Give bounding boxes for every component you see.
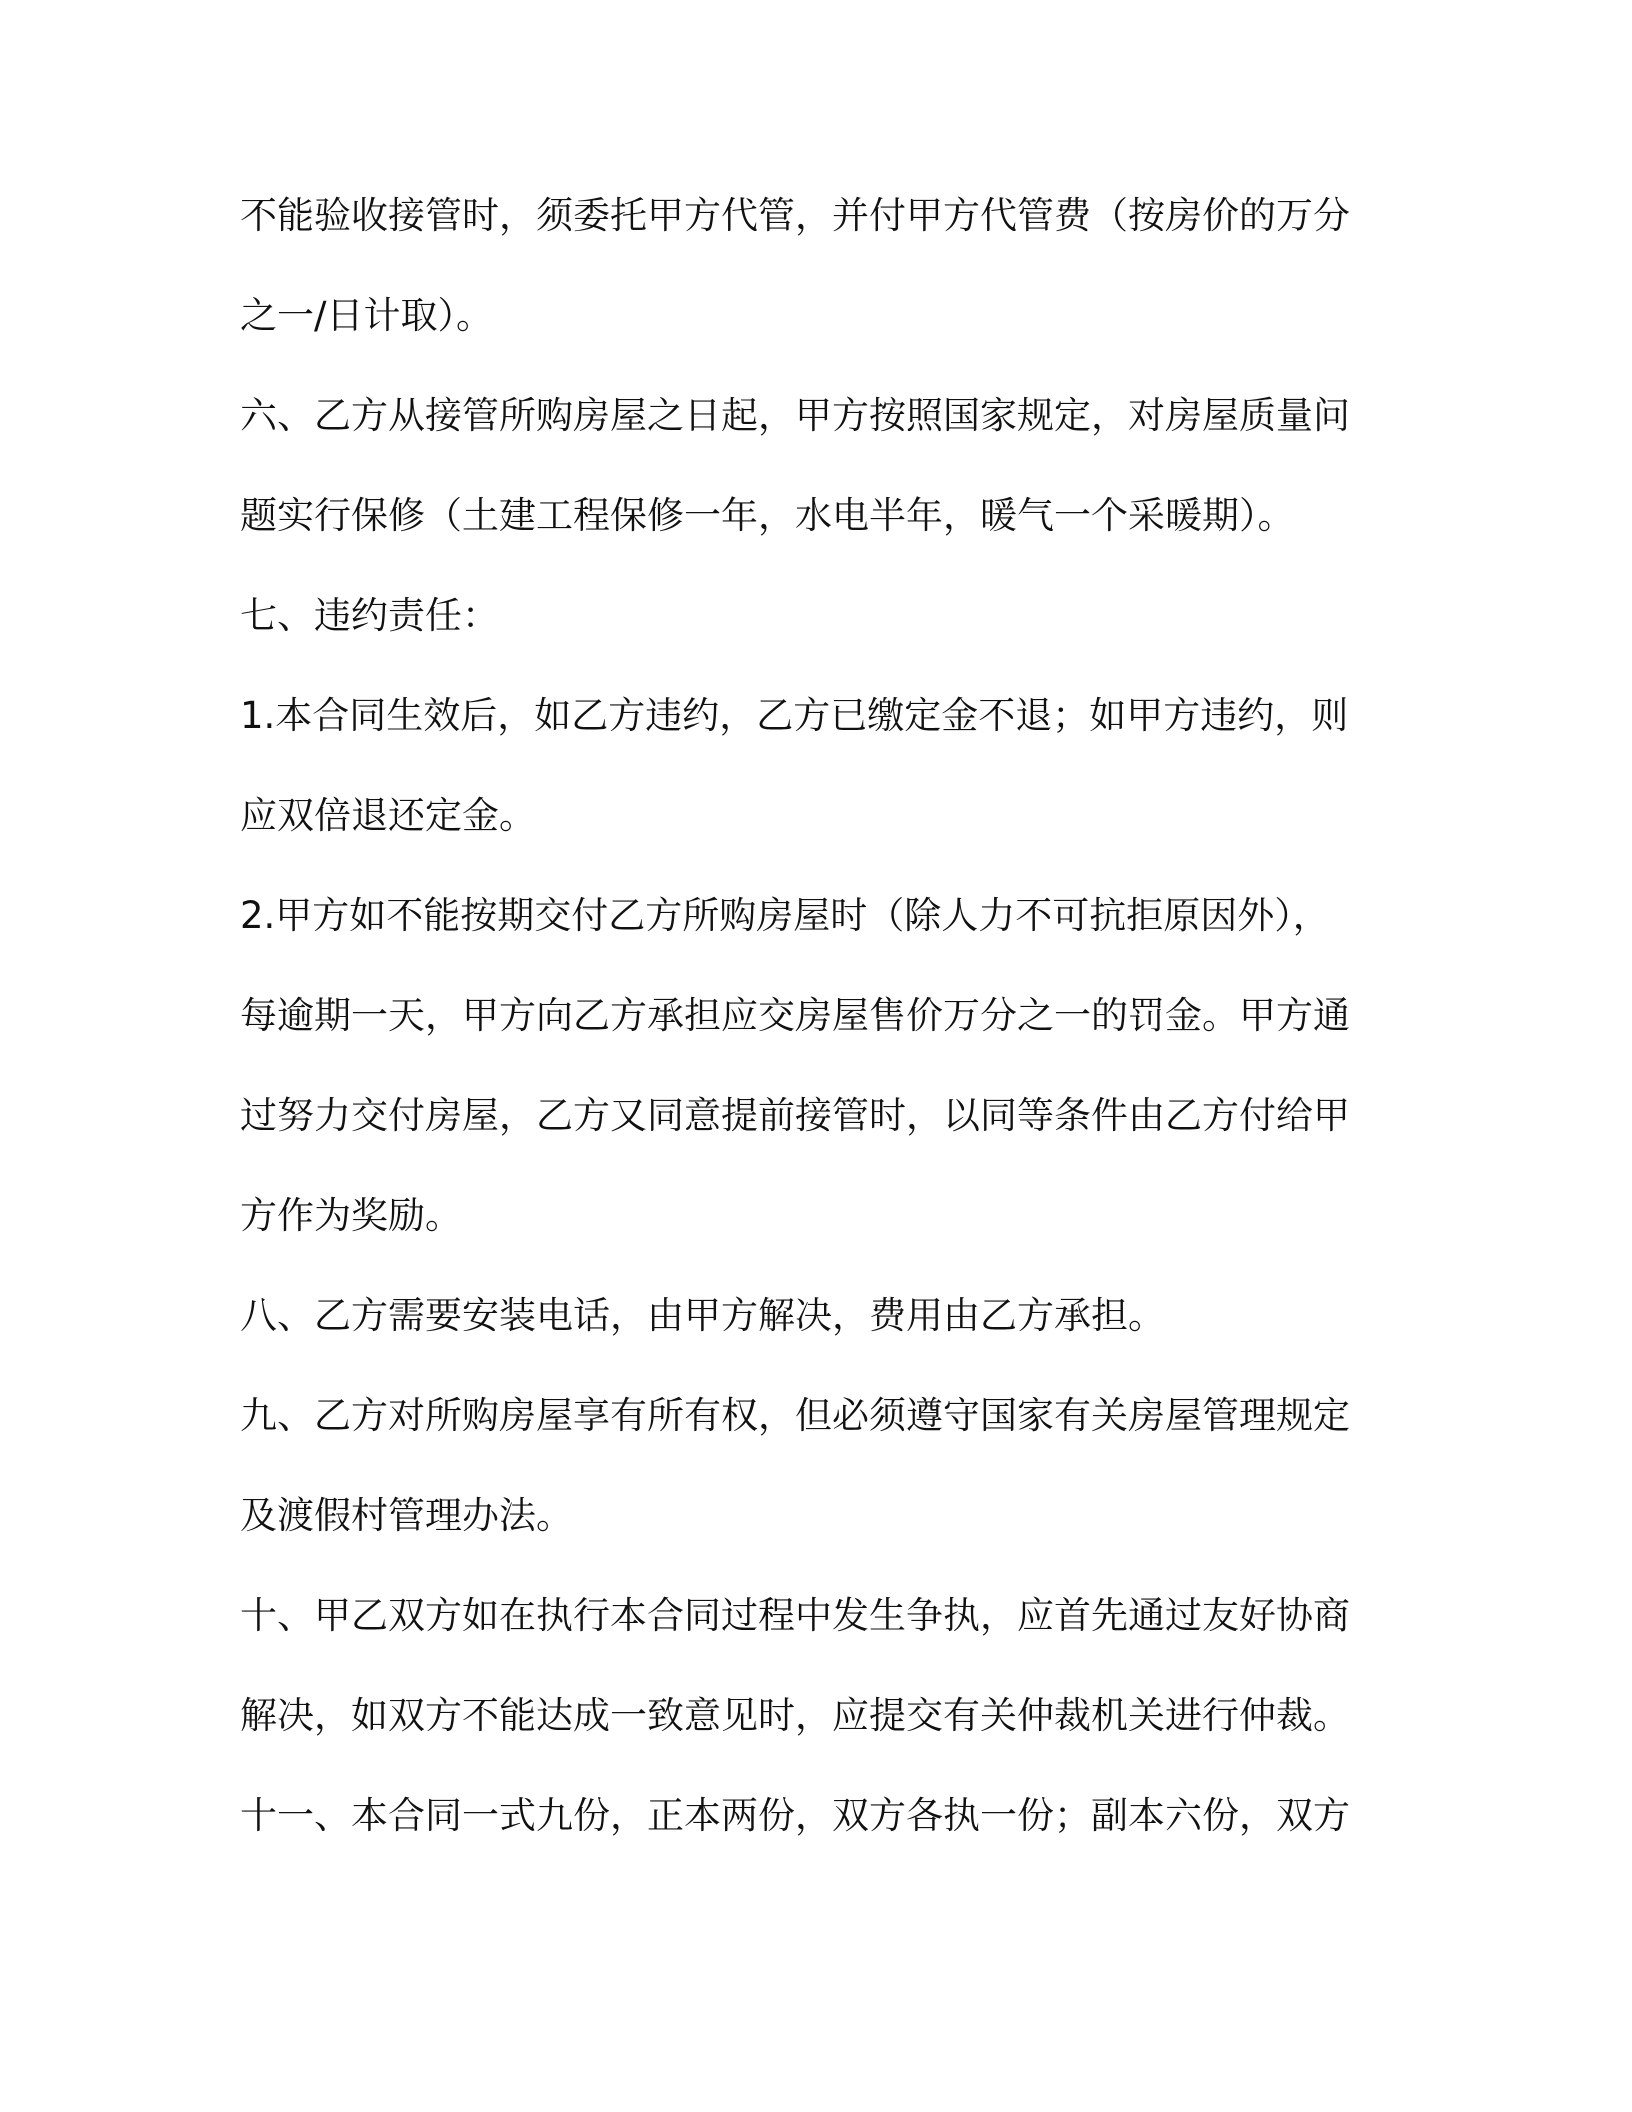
text-line: 九、乙方对所购房屋享有所有权，但必须遵守国家有关房屋管理规定 — [240, 1394, 1350, 1437]
text-line: 不能验收接管时，须委托甲方代管，并付甲方代管费（按房价的万分 — [240, 194, 1350, 237]
text-line: 每逾期一天，甲方向乙方承担应交房屋售价万分之一的罚金。甲方通 — [240, 994, 1350, 1037]
text-line: 过努力交付房屋，乙方又同意提前接管时，以同等条件由乙方付给甲 — [240, 1094, 1350, 1137]
text-line: 题实行保修（土建工程保修一年，水电半年，暖气一个采暖期）。 — [240, 494, 1295, 537]
text-line: 之一/日计取）。 — [240, 294, 493, 337]
text-line: 方作为奖励。 — [240, 1194, 462, 1237]
text-line: 八、乙方需要安装电话，由甲方解决，费用由乙方承担。 — [240, 1294, 1165, 1337]
text-line: 十、甲乙双方如在执行本合同过程中发生争执，应首先通过友好协商 — [240, 1594, 1350, 1637]
text-line: 解决，如双方不能达成一致意见时，应提交有关仲裁机关进行仲裁。 — [240, 1694, 1350, 1737]
text-line: 及渡假村管理办法。 — [240, 1494, 573, 1537]
text-line: 应双倍退还定金。 — [240, 794, 536, 837]
text-line: 2.甲方如不能按期交付乙方所购房屋时（除人力不可抗拒原因外）， — [240, 894, 1330, 937]
text-line: 六、乙方从接管所购房屋之日起，甲方按照国家规定，对房屋质量问 — [240, 394, 1350, 437]
text-line: 十一、本合同一式九份，正本两份，双方各执一份；副本六份，双方 — [240, 1794, 1350, 1837]
section-heading: 七、违约责任： — [240, 594, 499, 637]
text-line: 1.本合同生效后，如乙方违约，乙方已缴定金不退；如甲方违约，则 — [240, 694, 1349, 737]
